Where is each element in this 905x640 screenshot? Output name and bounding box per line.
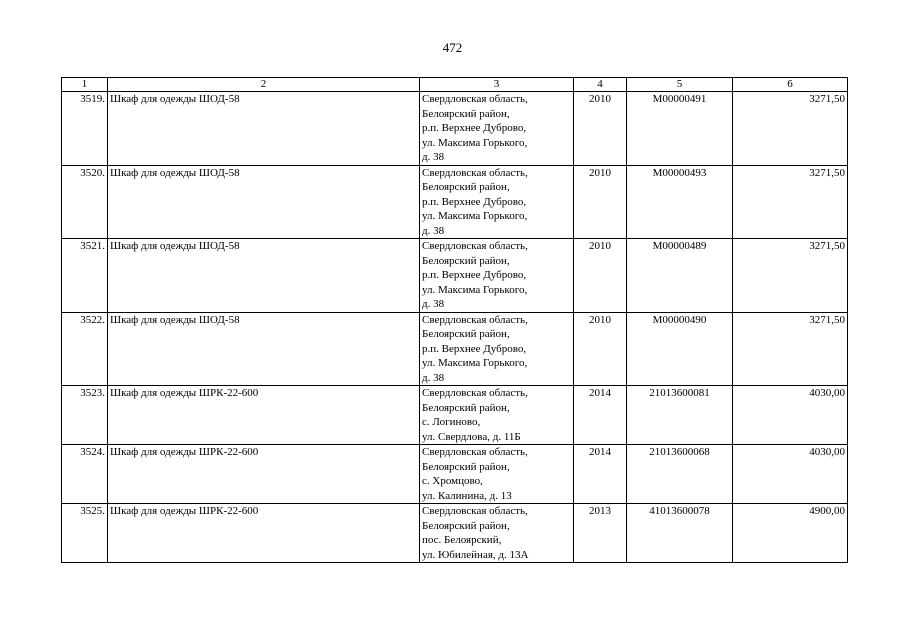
address-line: Свердловская область,	[422, 505, 528, 517]
column-header-1: 1	[62, 78, 108, 92]
row-number: 3520.	[62, 165, 108, 239]
address-line: с. Логиново,	[422, 416, 481, 428]
item-year: 2014	[574, 386, 627, 445]
inventory-number: М00000489	[627, 239, 733, 313]
item-name: Шкаф для одежды ШОД-58	[108, 92, 420, 166]
column-header-6: 6	[733, 78, 848, 92]
address-line: ул. Калинина, д. 13	[422, 489, 512, 502]
item-name: Шкаф для одежды ШРК-22-600	[108, 445, 420, 504]
address-line: ул. Свердлова, д. 11Б	[422, 430, 521, 443]
item-value: 4030,00	[733, 386, 848, 445]
row-number: 3522.	[62, 312, 108, 386]
item-name: Шкаф для одежды ШРК-22-600	[108, 386, 420, 445]
address-line: Белоярский район,	[422, 328, 510, 340]
item-value: 3271,50	[733, 312, 848, 386]
address-line: Белоярский район,	[422, 181, 510, 193]
address-line: ул. Максима Горького,	[422, 283, 528, 296]
item-name: Шкаф для одежды ШОД-58	[108, 239, 420, 313]
item-name: Шкаф для одежды ШОД-58	[108, 165, 420, 239]
column-header-4: 4	[574, 78, 627, 92]
inventory-number: М00000493	[627, 165, 733, 239]
address-line: Свердловская область,	[422, 240, 528, 252]
table-row	[62, 445, 848, 504]
item-value: 4900,00	[733, 504, 848, 563]
inventory-number: 41013600078	[627, 504, 733, 563]
inventory-number: М00000490	[627, 312, 733, 386]
address-line: Свердловская область,	[422, 313, 528, 326]
item-address	[420, 165, 574, 239]
row-number: 3524.	[62, 445, 108, 504]
address-line: д. 38	[422, 298, 445, 310]
address-line: Свердловская область,	[422, 387, 528, 399]
address-line: д. 38	[422, 224, 445, 237]
inventory-number: 21013600068	[627, 445, 733, 504]
table-row	[62, 92, 848, 166]
item-value: 4030,00	[733, 445, 848, 504]
item-year: 2010	[574, 239, 627, 313]
item-year: 2010	[574, 165, 627, 239]
table-row	[62, 239, 848, 313]
column-header-3: 3	[420, 78, 574, 92]
address-line: д. 38	[422, 371, 445, 384]
row-number: 3519.	[62, 92, 108, 166]
item-value: 3271,50	[733, 239, 848, 313]
address-line: с. Хромцово,	[422, 475, 483, 487]
address-line: ул. Максима Горького,	[422, 136, 528, 149]
item-address	[420, 92, 574, 166]
item-address	[420, 386, 574, 445]
item-address	[420, 239, 574, 313]
item-address	[420, 445, 574, 504]
address-line: р.п. Верхнее Дуброво,	[422, 122, 527, 134]
table-row	[62, 165, 848, 239]
address-line: Белоярский район,	[422, 519, 510, 532]
item-year: 2013	[574, 504, 627, 563]
item-name: Шкаф для одежды ШРК-22-600	[108, 504, 420, 563]
address-line: Свердловская область,	[422, 166, 528, 179]
page-number: 472	[442, 40, 463, 55]
address-line: ул. Юбилейная, д. 13А	[422, 548, 529, 561]
item-year: 2010	[574, 312, 627, 386]
registry-table	[61, 77, 848, 563]
row-number: 3525.	[62, 504, 108, 563]
item-year: 2010	[574, 92, 627, 166]
item-year: 2014	[574, 445, 627, 504]
inventory-number: 21013600081	[627, 386, 733, 445]
table-row	[62, 386, 848, 445]
address-line: Белоярский район,	[422, 254, 510, 267]
row-number: 3523.	[62, 386, 108, 445]
row-number: 3521.	[62, 239, 108, 313]
address-line: Белоярский район,	[422, 401, 510, 414]
address-line: р.п. Верхнее Дуброво,	[422, 342, 527, 355]
address-line: Свердловская область,	[422, 93, 528, 105]
address-line: ул. Максима Горького,	[422, 357, 528, 369]
address-line: Белоярский район,	[422, 107, 510, 120]
item-value: 3271,50	[733, 92, 848, 166]
table-row	[62, 312, 848, 386]
address-line: Белоярский район,	[422, 460, 510, 473]
item-address	[420, 312, 574, 386]
item-name: Шкаф для одежды ШОД-58	[108, 312, 420, 386]
column-header-2: 2	[108, 78, 420, 92]
inventory-number: М00000491	[627, 92, 733, 166]
address-line: ул. Максима Горького,	[422, 210, 528, 222]
address-line: д. 38	[422, 151, 445, 163]
table-row	[62, 504, 848, 563]
address-line: Свердловская область,	[422, 446, 528, 458]
header-row	[62, 78, 848, 92]
column-header-5: 5	[627, 78, 733, 92]
item-address	[420, 504, 574, 563]
address-line: р.п. Верхнее Дуброво,	[422, 195, 527, 208]
address-line: пос. Белоярский,	[422, 534, 502, 546]
item-value: 3271,50	[733, 165, 848, 239]
address-line: р.п. Верхнее Дуброво,	[422, 269, 527, 281]
